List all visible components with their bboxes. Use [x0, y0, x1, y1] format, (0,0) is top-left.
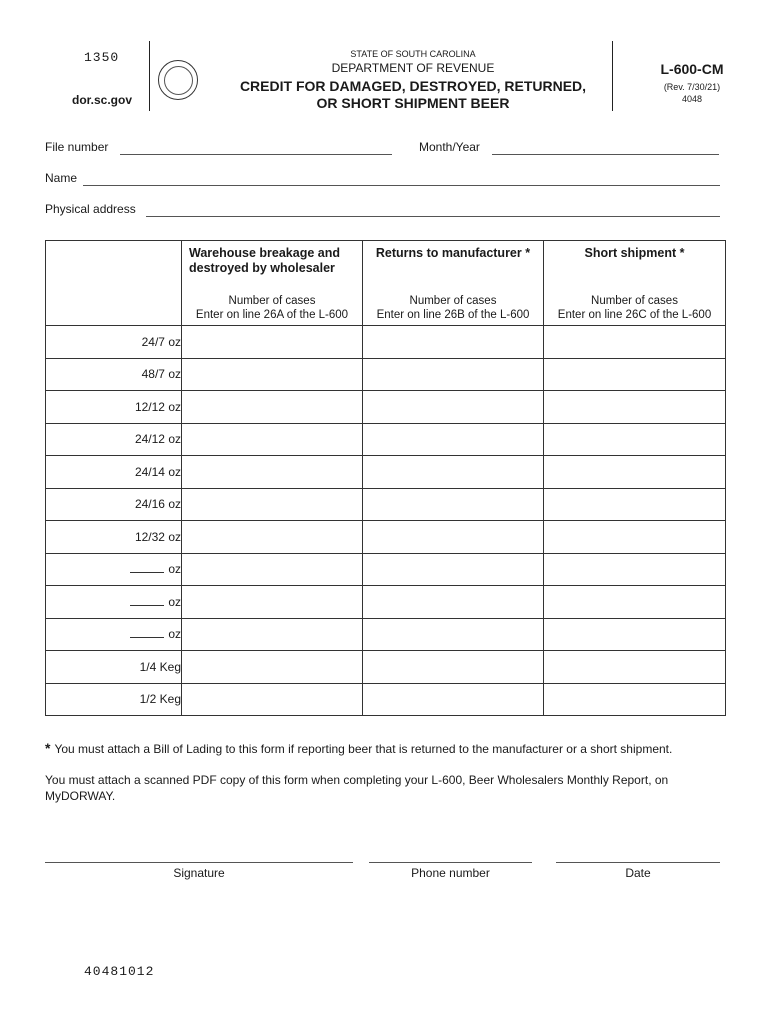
short-cell[interactable]	[544, 553, 726, 586]
signature-label: Signature	[173, 866, 225, 880]
warehouse-cell[interactable]	[182, 521, 363, 554]
row-label-custom[interactable]	[46, 553, 182, 586]
short-cell[interactable]	[544, 423, 726, 456]
row-unit: oz	[168, 562, 181, 577]
row-label: 1/2 Keg	[46, 683, 182, 716]
returns-cell[interactable]	[363, 456, 544, 489]
row-label: 12/32 oz	[46, 521, 182, 554]
form-title-line2: OR SHORT SHIPMENT BEER	[316, 95, 510, 111]
short-cell[interactable]	[544, 521, 726, 554]
date-label: Date	[625, 866, 651, 880]
returns-cell[interactable]	[363, 553, 544, 586]
column-header-short	[544, 241, 726, 326]
table-row	[46, 651, 726, 684]
row-label-custom[interactable]	[46, 586, 182, 619]
row-label: 48/7 oz	[46, 358, 182, 391]
returns-cell[interactable]	[363, 521, 544, 554]
short-cell[interactable]	[544, 326, 726, 359]
form-top-code: 1350	[84, 50, 120, 65]
warehouse-cell[interactable]	[182, 553, 363, 586]
form-number: L-600-CM	[660, 61, 724, 77]
row-label: 12/12 oz	[46, 391, 182, 424]
row-label: 24/14 oz	[46, 456, 182, 489]
short-cell[interactable]	[544, 488, 726, 521]
table-row	[46, 326, 726, 359]
returns-cell[interactable]	[363, 326, 544, 359]
returns-cell[interactable]	[363, 683, 544, 716]
table-row	[46, 488, 726, 521]
table-header-blank	[46, 241, 182, 326]
table-row	[46, 358, 726, 391]
warehouse-cell[interactable]	[182, 586, 363, 619]
warehouse-cell[interactable]	[182, 683, 363, 716]
table-row	[46, 391, 726, 424]
month-year-label: Month/Year	[419, 140, 480, 154]
warehouse-cell[interactable]	[182, 423, 363, 456]
row-label: 24/7 oz	[46, 326, 182, 359]
warehouse-cell[interactable]	[182, 651, 363, 684]
table-row	[46, 683, 726, 716]
warehouse-cell[interactable]	[182, 326, 363, 359]
phone-label: Phone number	[411, 866, 490, 880]
header-divider-left	[149, 41, 150, 111]
size-blank[interactable]	[130, 562, 164, 573]
note-text: You must attach a Bill of Lading to this form if reporting beer that is returned to the manufacturer or a short shipment.	[54, 742, 673, 756]
note-pdf-upload: You must attach a scanned PDF copy of this form when completing your L-600, Beer Wholesalers Monthly Report, on MyDORWAY.	[45, 773, 669, 803]
address-field[interactable]	[146, 216, 720, 217]
file-number-label: File number	[45, 140, 109, 154]
state-seal-icon	[158, 60, 198, 100]
row-unit: oz	[168, 594, 181, 609]
row-label-custom[interactable]	[46, 618, 182, 651]
phone-field[interactable]	[369, 862, 532, 863]
table-row	[46, 521, 726, 554]
warehouse-cell[interactable]	[182, 456, 363, 489]
beer-credit-table	[45, 240, 726, 716]
column-sub: Number of cases	[409, 295, 497, 307]
column-title: Warehouse breakage and destroyed by wholesaler	[189, 246, 340, 275]
signature-field[interactable]	[45, 862, 353, 863]
form-revision-code: 4048	[681, 94, 703, 104]
short-cell[interactable]	[544, 456, 726, 489]
warehouse-cell[interactable]	[182, 488, 363, 521]
form-revision: (Rev. 7/30/21)	[663, 82, 721, 92]
size-blank[interactable]	[130, 627, 164, 638]
warehouse-cell[interactable]	[182, 358, 363, 391]
file-number-field[interactable]	[120, 154, 392, 155]
size-blank[interactable]	[130, 595, 164, 606]
department-name: DEPARTMENT OF REVENUE	[331, 61, 495, 75]
row-label: 24/16 oz	[46, 488, 182, 521]
column-header-warehouse	[182, 241, 363, 326]
asterisk: *	[45, 740, 51, 756]
address-label: Physical address	[45, 202, 136, 216]
column-instruction: Enter on line 26B of the L-600	[376, 309, 530, 321]
column-header-returns	[363, 241, 544, 326]
short-cell[interactable]	[544, 618, 726, 651]
warehouse-cell[interactable]	[182, 391, 363, 424]
website-label: dor.sc.gov	[72, 93, 133, 107]
warehouse-cell[interactable]	[182, 618, 363, 651]
table-row	[46, 456, 726, 489]
returns-cell[interactable]	[363, 423, 544, 456]
name-field[interactable]	[83, 185, 720, 186]
short-cell[interactable]	[544, 358, 726, 391]
returns-cell[interactable]	[363, 488, 544, 521]
note-bill-of-lading	[45, 740, 672, 756]
returns-cell[interactable]	[363, 391, 544, 424]
name-label: Name	[45, 171, 78, 185]
short-cell[interactable]	[544, 651, 726, 684]
table-row	[46, 586, 726, 619]
returns-cell[interactable]	[363, 651, 544, 684]
returns-cell[interactable]	[363, 618, 544, 651]
row-unit: oz	[168, 627, 181, 642]
column-instruction: Enter on line 26C of the L-600	[557, 309, 712, 321]
table-row	[46, 553, 726, 586]
form-bottom-code: 40481012	[84, 964, 155, 979]
returns-cell[interactable]	[363, 586, 544, 619]
row-label: 1/4 Keg	[46, 651, 182, 684]
form-title-line1: CREDIT FOR DAMAGED, DESTROYED, RETURNED,	[239, 78, 587, 94]
row-label: 24/12 oz	[46, 423, 182, 456]
table-row	[46, 618, 726, 651]
column-sub: Number of cases	[228, 295, 316, 307]
date-field[interactable]	[556, 862, 720, 863]
column-title: Short shipment *	[584, 246, 685, 260]
short-cell[interactable]	[544, 586, 726, 619]
short-cell[interactable]	[544, 683, 726, 716]
returns-cell[interactable]	[363, 358, 544, 391]
short-cell[interactable]	[544, 391, 726, 424]
column-sub: Number of cases	[591, 295, 678, 307]
month-year-field[interactable]	[492, 154, 719, 155]
table-row	[46, 423, 726, 456]
column-title: Returns to manufacturer *	[375, 246, 531, 260]
table-header-row	[46, 241, 726, 326]
column-instruction: Enter on line 26A of the L-600	[195, 309, 349, 321]
state-name: STATE OF SOUTH CAROLINA	[350, 49, 476, 59]
